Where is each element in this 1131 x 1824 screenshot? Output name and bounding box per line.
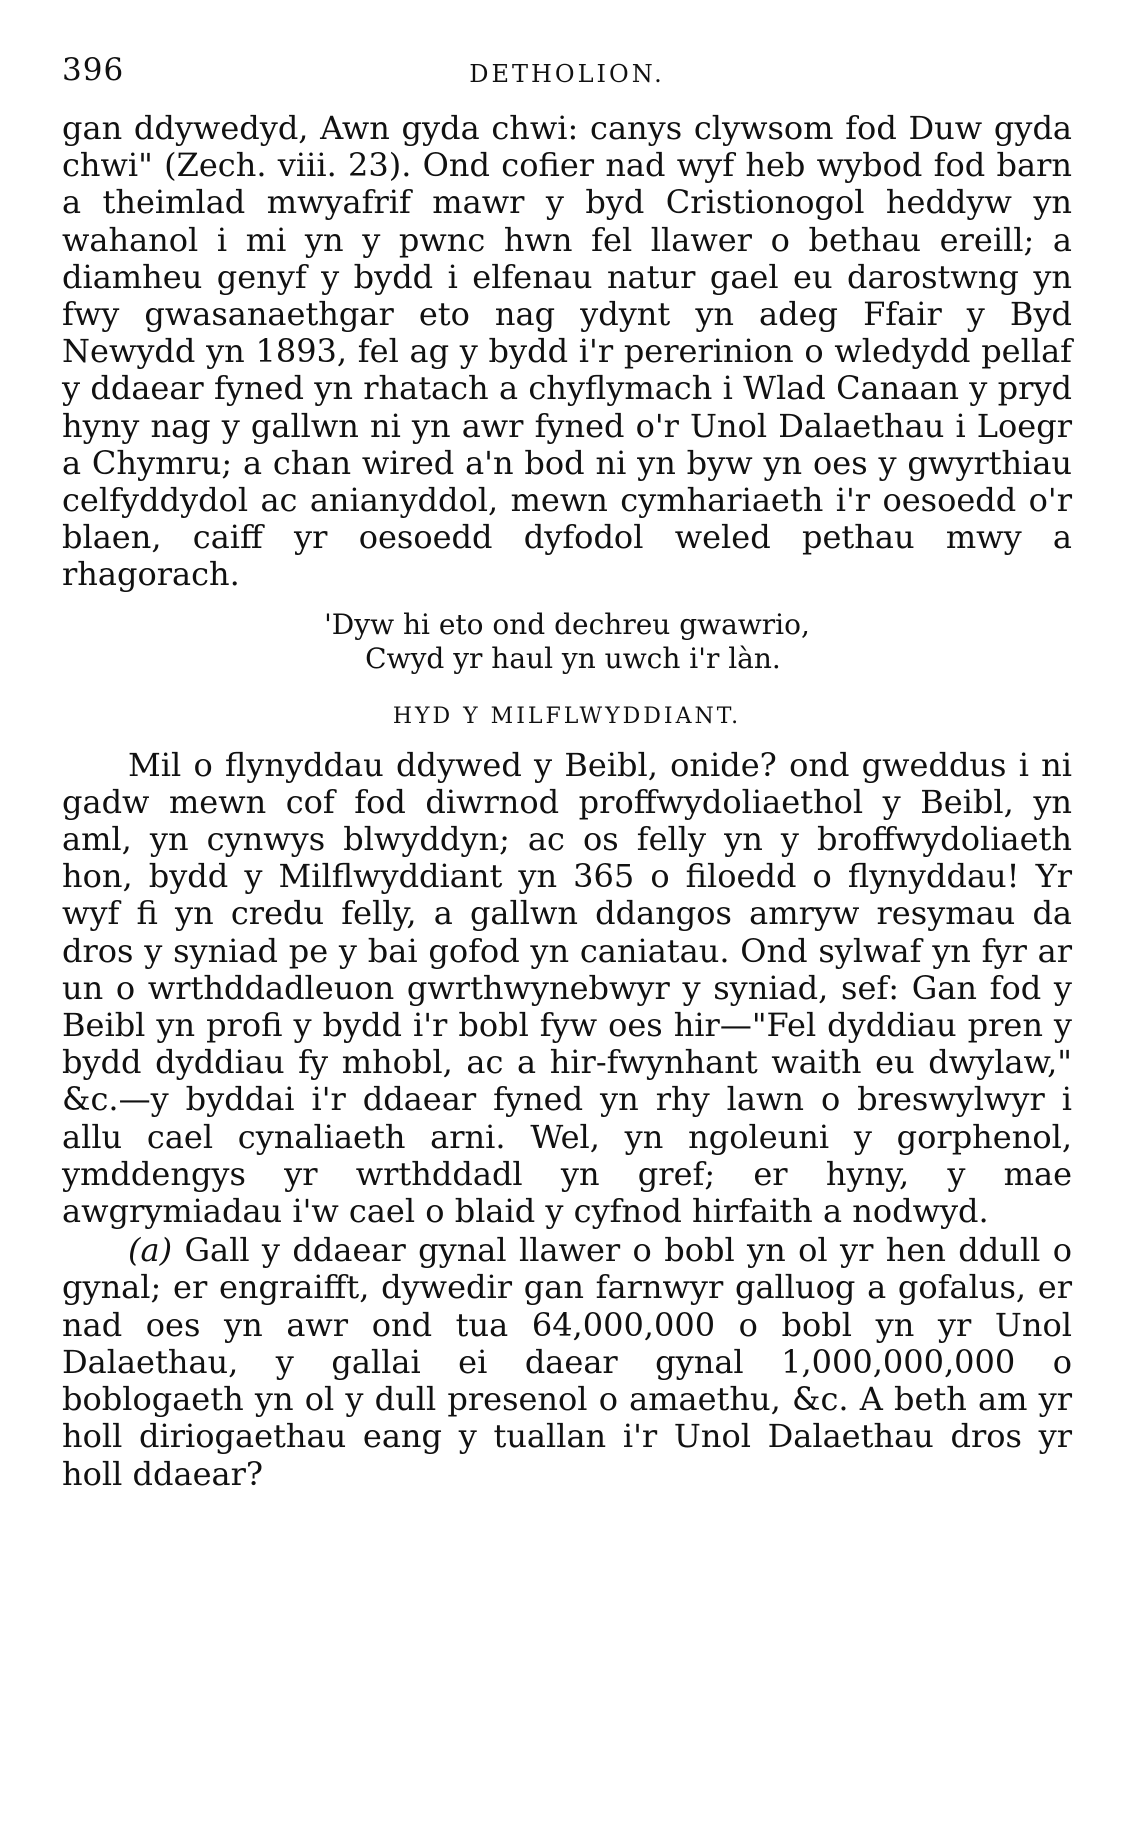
poem-couplet [62,608,1072,676]
book-page [62,40,1072,1800]
paragraph-a-text: Gall y ddaear gynal llawer o bobl yn ol yr hen ddull o gynal; er engraifft, dywedir gan farnwyr galluog a gofalus, er nad oes yn awr ond tua 64,000,000 o bobl yn yr Unol Dalaethau, y gallai ei daear gynal 1,000,000,000 o boblogaeth yn ol y dull presenol o amaethu, &c. A beth am yr holl diriogaethau eang y tuallan i'r Unol Dalaethau dros yr holl ddaear? [62,1231,1073,1493]
section-heading: HYD Y MILFLWYDDIANT. [392,703,742,729]
paragraph-milflwyddiant: Mil o flynyddau ddywed y Beibl, onide? ond gweddus i ni gadw mewn cof fod diwrnod proffwydoliaethol y Beibl, yn aml, yn cynwys blwyddyn; ac os felly yn y broffwydoliaeth hon, bydd y Milflwyddiant yn 365 o filoedd o flynyddau! Yr wyf fi yn credu felly, a gallwn ddangos amryw resymau da dros y syniad pe y bai gofod yn caniatau. Ond sylwaf yn fyr ar un o wrthddadleuon gwrthwynebwyr y syniad, sef: Gan fod y Beibl yn profi y bydd i'r bobl fyw oes hir—"Fel dyddiau pren y bydd dyddiau fy mhobl, ac a hir-fwynhant waith eu dwylaw," &c.—y byddai i'r ddaear fyned yn rhy lawn o breswylwyr i allu cael cynaliaeth arni. Wel, yn ngoleuni y gorphenol, ymddengys yr wrthddadl yn gref; er hyny, y mae awgrymiadau i'w cael o blaid y cyfnod hirfaith a nodwyd. [62,745,1072,1231]
paragraph-a [62,1232,1072,1492]
running-title: DETHOLION. [469,60,665,88]
poem-line-2: Cwyd yr haul yn uwch i'r làn. [365,641,781,675]
running-head [62,40,1072,100]
paragraph-a-label: (a) [128,1231,173,1270]
poem-line-1: 'Dyw hi eto ond dechreu gwawrio, [324,607,810,641]
page-number: 396 [62,52,125,88]
paragraph-continued: gan ddywedyd, Awn gyda chwi: canys clywsom fod Duw gyda chwi" (Zech. viii. 23). Ond cofier nad wyf heb wybod fod barn a theimlad mwyafrif mawr y byd Cristionogol heddyw yn wahanol i mi yn y pwnc hwn fel llawer o bethau ereill; a diamheu genyf y bydd i elfenau natur gael eu darostwng yn fwy gwasanaethgar eto nag ydynt yn adeg Ffair y Byd Newydd yn 1893, fel ag y bydd i'r pererinion o wledydd pellaf y ddaear fyned yn rhatach a chyflymach i Wlad Canaan y pryd hyny nag y gallwn ni yn awr fyned o'r Unol Dalaethau i Loegr a Chymru; a chan wired a'n bod ni yn byw yn oes y gwyrthiau celfyddydol ac anianyddol, mewn cymhariaeth i'r oesoedd o'r blaen, caiff yr oesoedd dyfodol weled pethau mwy a rhagorach. [62,109,1072,594]
